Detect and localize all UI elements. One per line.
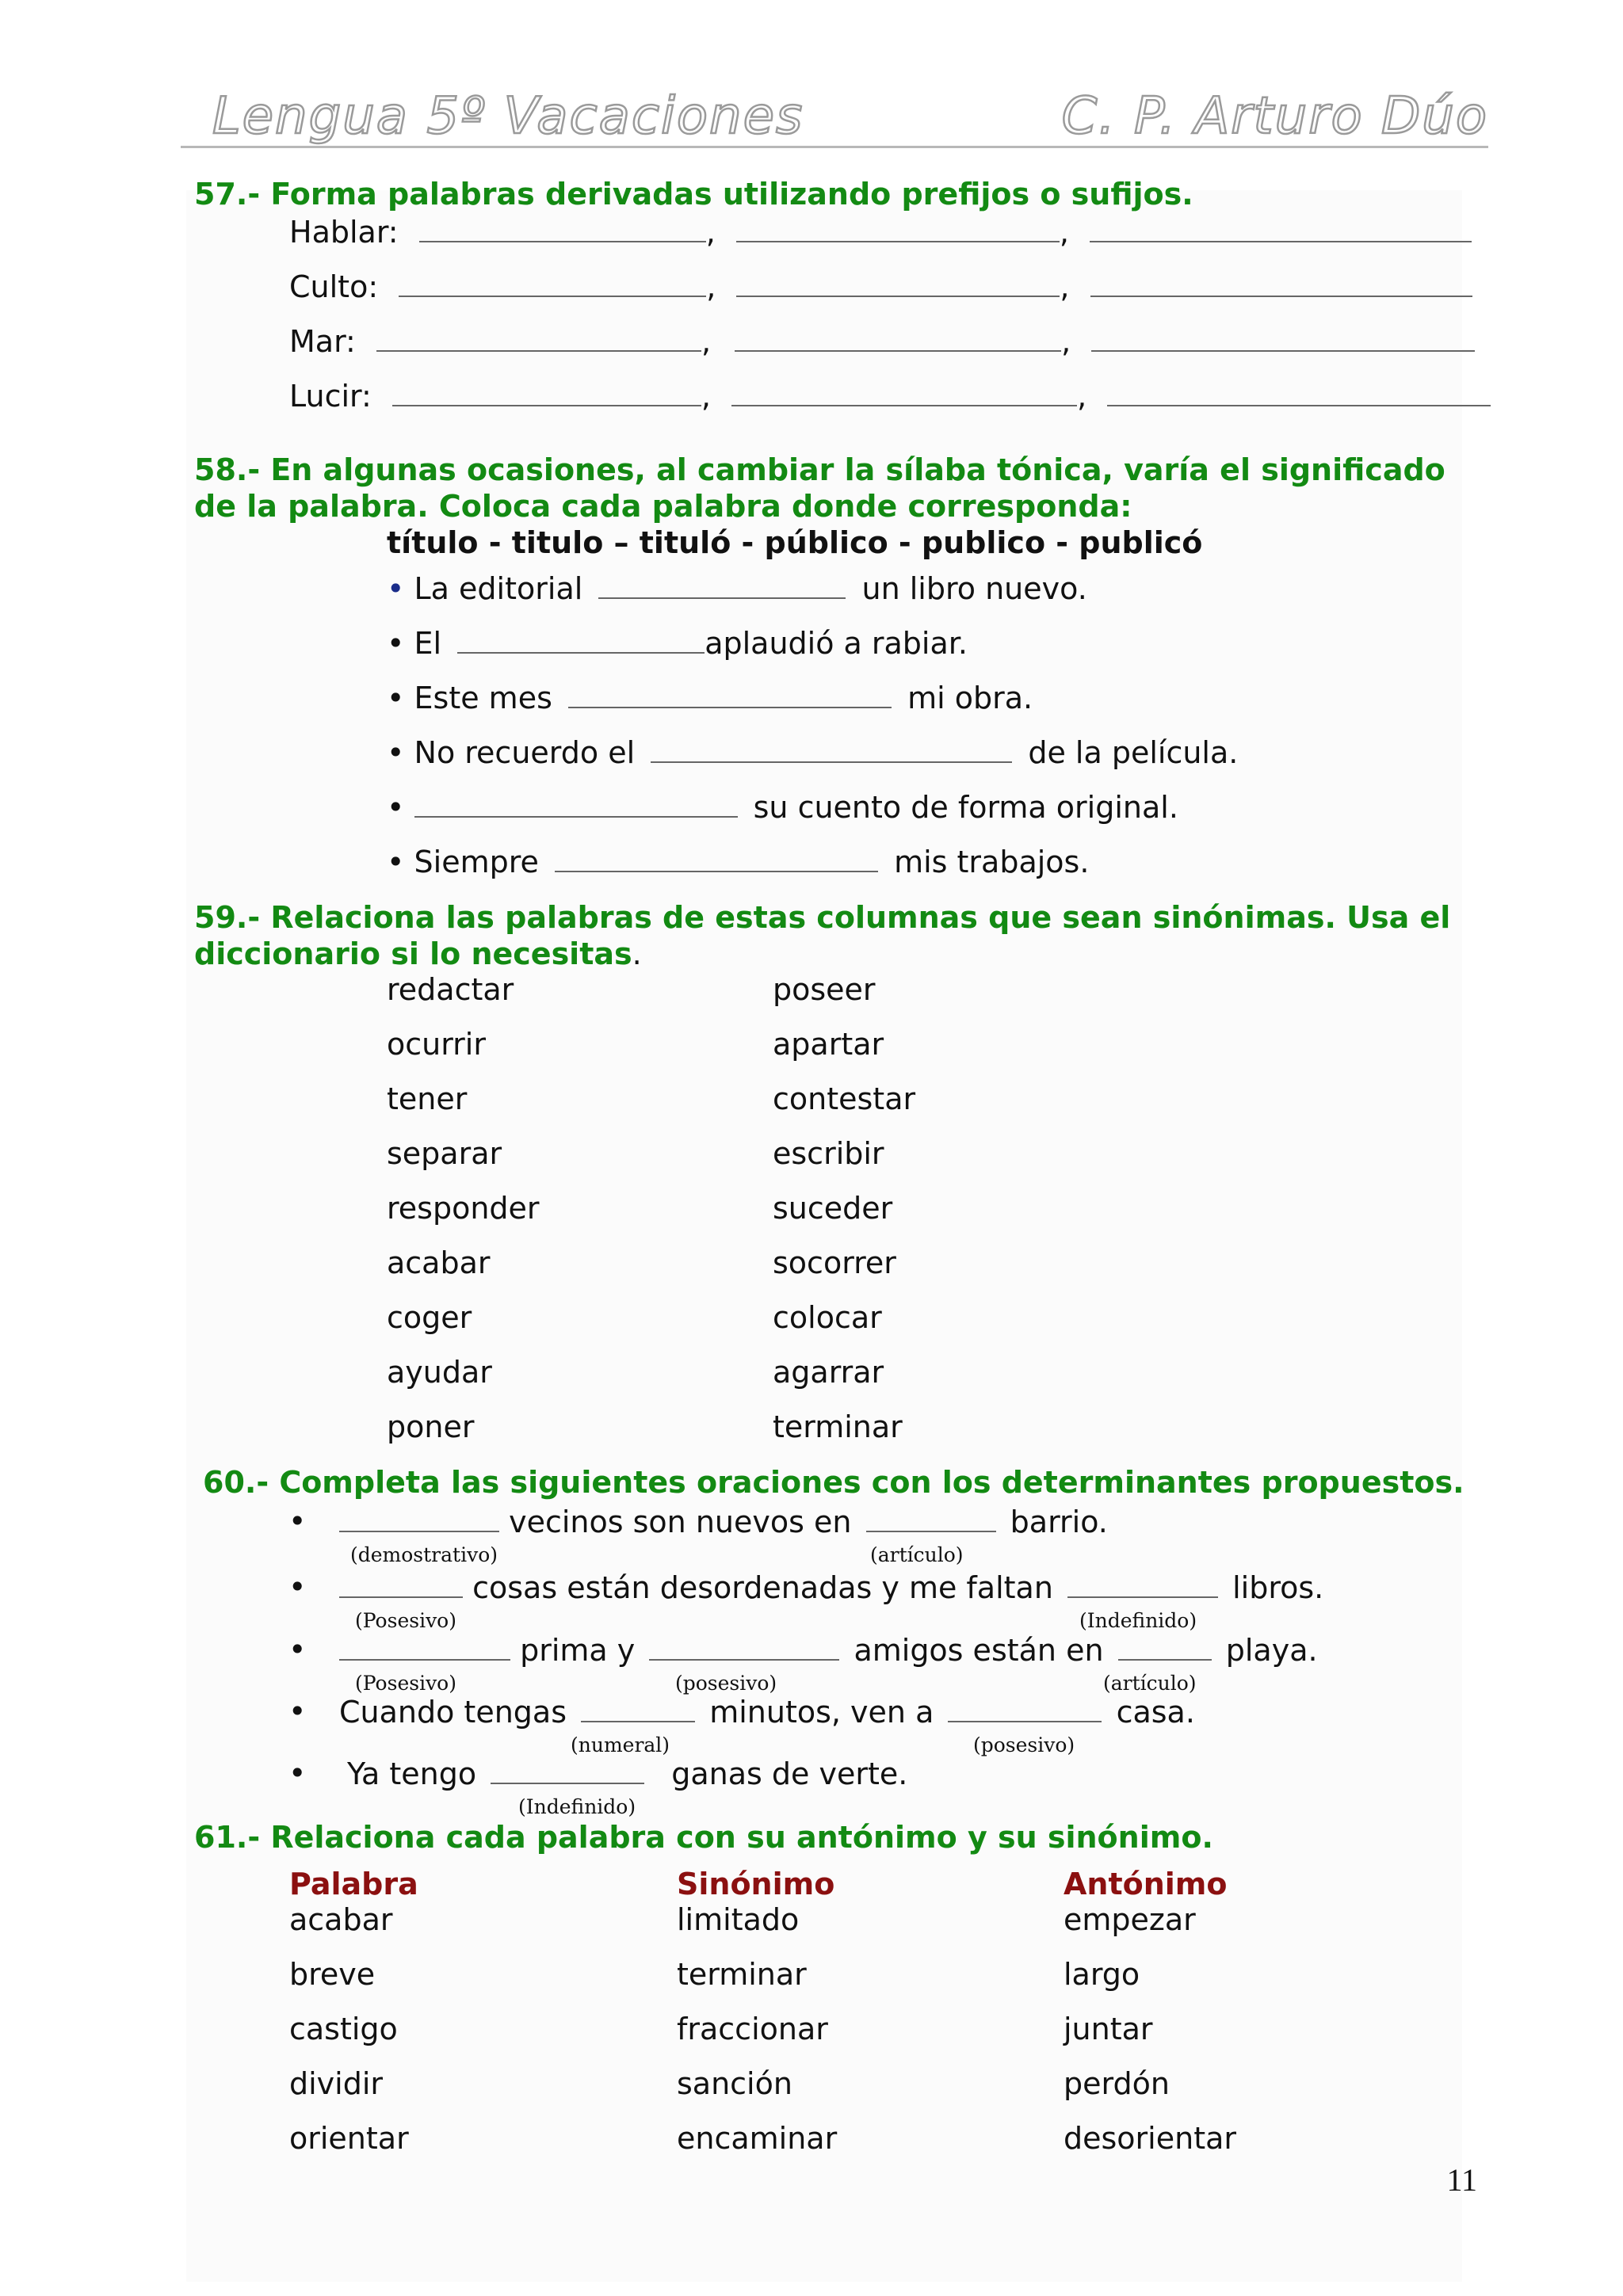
answer-blank[interactable] [414,792,738,818]
answer-blank[interactable] [419,217,706,242]
ex59-right-word[interactable]: escribir [773,1136,884,1171]
hint-label: (numeral) [571,1733,670,1756]
ex59-right-word[interactable]: apartar [773,1027,884,1062]
ex57-row: Culto: , , [289,269,1472,305]
hint-label: (Indefinido) [1079,1609,1197,1632]
ex59-right-word[interactable]: suceder [773,1191,893,1226]
bullet: • [387,735,405,770]
ex59-left-word[interactable]: separar [387,1136,502,1171]
bullet: • [387,845,405,879]
answer-blank[interactable] [376,326,701,352]
ex61-synonym[interactable]: encaminar [677,2121,838,2156]
answer-blank[interactable] [1067,1573,1218,1598]
hint-label: (posesivo) [973,1733,1075,1756]
ex59-right-word[interactable]: socorrer [773,1245,896,1280]
bullet: • [387,681,405,715]
ex60-sentence: Cuando tengas minutos, ven a casa. [339,1695,1195,1730]
ex59-left-word[interactable]: tener [387,1081,468,1116]
answer-blank[interactable] [568,683,892,708]
answer-blank[interactable] [581,1697,695,1722]
ex61-word[interactable]: orientar [289,2121,409,2156]
ex59-right-word[interactable]: terminar [773,1409,903,1444]
ex59-right-word[interactable]: contestar [773,1081,916,1116]
answer-blank[interactable] [866,1507,996,1532]
column-header-synonym: Sinónimo [677,1867,835,1901]
ex61-antonym[interactable]: desorientar [1064,2121,1236,2156]
ex57-word: Hablar: [289,215,399,250]
ex61-word[interactable]: acabar [289,1902,393,1937]
ex59-left-word[interactable]: ayudar [387,1355,492,1390]
ex57-title: 57.- Forma palabras derivadas utilizando prefijos o sufijos. [194,177,1193,212]
ex57-row: Mar: , , [289,323,1475,360]
answer-blank[interactable] [339,1507,499,1532]
answer-blank[interactable] [598,574,846,599]
ex57-row: Lucir: , , [289,378,1491,414]
ex61-antonym[interactable]: perdón [1064,2066,1170,2101]
ex59-left-word[interactable]: poner [387,1409,475,1444]
ex57-row: Hablar: , , [289,214,1472,250]
ex61-antonym[interactable]: largo [1064,1957,1140,1992]
ex61-title: 61.- Relaciona cada palabra con su antónimo y su sinónimo. [194,1820,1213,1855]
bullet: • [288,1756,307,1791]
header-school: C. P. Arturo Dúo [1061,87,1488,146]
ex59-left-word[interactable]: responder [387,1191,540,1226]
ex58-sentence: • su cuento de forma original. [387,790,1178,825]
answer-blank[interactable] [1091,326,1475,352]
ex61-antonym[interactable]: juntar [1064,2012,1153,2046]
ex59-left-word[interactable]: acabar [387,1245,491,1280]
ex58-sentence: • Este mes mi obra. [387,681,1033,715]
column-header-word: Palabra [289,1867,418,1901]
answer-blank[interactable] [735,326,1061,352]
hint-label: (artículo) [1103,1672,1197,1695]
bullet: • [288,1569,307,1604]
ex60-sentence: vecinos son nuevos en barrio. [339,1504,1108,1540]
hint-label: (posesivo) [675,1672,777,1695]
ex61-synonym[interactable]: fraccionar [677,2012,828,2046]
answer-blank[interactable] [339,1635,510,1661]
answer-blank[interactable] [339,1573,463,1598]
ex59-left-word[interactable]: ocurrir [387,1027,486,1062]
answer-blank[interactable] [555,847,878,872]
answer-blank[interactable] [392,381,701,406]
ex58-sentence: • El aplaudió a rabiar. [387,626,968,661]
bullet: • [288,1694,307,1729]
ex59-right-word[interactable]: poseer [773,972,876,1007]
hint-label: (artículo) [870,1543,964,1566]
page-number: 11 [1446,2162,1477,2198]
ex60-sentence: cosas están desordenadas y me faltan libros. [339,1569,1323,1606]
ex58-sentence: • La editorial un libro nuevo. [387,571,1087,606]
ex61-synonym[interactable]: terminar [677,1957,807,1992]
ex61-word[interactable]: breve [289,1957,376,1992]
ex60-title: 60.- Completa las siguientes oraciones con los determinantes propuestos. [203,1465,1465,1500]
ex60-sentence: Ya tengo ganas de verte. [347,1756,908,1791]
answer-blank[interactable] [399,272,706,297]
answer-blank[interactable] [1107,381,1491,406]
ex58-sentence: • Siempre mis trabajos. [387,845,1090,879]
ex61-word[interactable]: castigo [289,2012,398,2046]
ex61-word[interactable]: dividir [289,2066,384,2101]
ex58-title: 58.- En algunas ocasiones, al cambiar la sílaba tónica, varía el significado de la palabra. Coloca cada palabra donde corresponda: [194,452,1445,524]
ex60-sentence: prima y amigos están en playa. [339,1632,1318,1669]
hint-label: (Posesivo) [355,1609,456,1632]
answer-blank[interactable] [491,1759,644,1784]
answer-blank[interactable] [736,217,1060,242]
answer-blank[interactable] [1090,272,1472,297]
ex61-synonym[interactable]: sanción [677,2066,792,2101]
hint-label: (Posesivo) [355,1672,456,1695]
ex59-title: 59.- Relaciona las palabras de estas columnas que sean sinónimas. Usa el diccionario si lo necesitas. [194,900,1451,971]
ex58-sentence: • No recuerdo el de la película. [387,735,1239,770]
ex59-left-word[interactable]: redactar [387,972,514,1007]
answer-blank[interactable] [1090,217,1472,242]
bullet: • [288,1504,307,1539]
header-divider [181,146,1488,148]
ex57-word: Lucir: [289,379,372,414]
answer-blank[interactable] [1118,1635,1212,1661]
bullet: • [288,1632,307,1667]
ex57-word: Mar: [289,324,356,359]
ex59-left-word[interactable]: coger [387,1300,472,1335]
hint-label: (demostrativo) [350,1543,498,1566]
ex58-word-list: título - titulo – tituló - público - publico - publicó [387,525,1203,560]
hint-label: (Indefinido) [518,1795,636,1818]
ex59-right-word[interactable]: agarrar [773,1355,884,1390]
ex61-antonym[interactable]: empezar [1064,1902,1196,1937]
bullet: • [387,790,405,825]
ex57-word: Culto: [289,269,379,304]
answer-blank[interactable] [457,628,705,654]
header-title: Lengua 5º Vacaciones [212,87,804,146]
answer-blank[interactable] [948,1697,1102,1722]
ex59-right-word[interactable]: colocar [773,1300,882,1335]
column-header-antonym: Antónimo [1064,1867,1228,1901]
bullet: • [387,626,405,661]
answer-blank[interactable] [651,738,1012,763]
answer-blank[interactable] [731,381,1077,406]
bullet: • [387,571,405,606]
ex61-synonym[interactable]: limitado [677,1902,800,1937]
answer-blank[interactable] [736,272,1060,297]
answer-blank[interactable] [649,1635,839,1661]
